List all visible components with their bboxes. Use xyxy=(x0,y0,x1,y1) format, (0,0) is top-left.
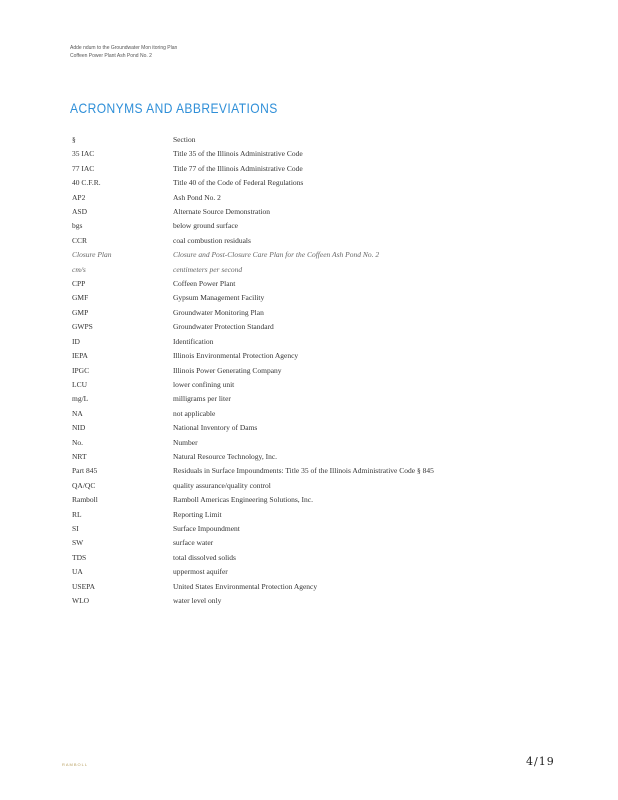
acronym-row xyxy=(72,176,542,190)
acronym-definition: United States Environmental Protection Agency xyxy=(173,581,318,591)
acronym-definition: water level only xyxy=(173,596,222,605)
acronym-definition: below ground surface xyxy=(173,221,238,231)
acronym-definition: National Inventory of Dams xyxy=(173,423,258,433)
acronym-definition: Illinois Environmental Protection Agency xyxy=(173,351,299,361)
acronym-abbr: WLO xyxy=(72,596,90,605)
acronym-abbr: ASD xyxy=(72,207,88,217)
header-line-1: Adde ndum to the Groundwater Mon itoring Plan xyxy=(70,45,178,51)
acronym-definition: lower confining unit xyxy=(173,379,235,389)
acronym-definition: Groundwater Protection Standard xyxy=(173,322,274,332)
acronym-abbr: CCR xyxy=(72,235,88,245)
acronym-definition: Coffeen Power Plant xyxy=(173,279,236,289)
acronym-abbr: 40 C.F.R. xyxy=(72,178,101,188)
acronym-abbr: SW xyxy=(72,538,84,548)
acronym-row xyxy=(72,191,542,205)
acronym-abbr: IPGC xyxy=(72,365,90,375)
acronym-abbr: RL xyxy=(72,509,82,519)
acronym-row xyxy=(72,263,542,277)
acronym-abbr: CPP xyxy=(72,279,86,289)
acronym-row xyxy=(72,464,542,478)
acronym-abbr: Closure Plan xyxy=(72,250,112,260)
acronym-definition: centimeters per second xyxy=(173,264,243,274)
acronym-definition: surface water xyxy=(173,538,214,548)
acronym-abbr: Part 845 xyxy=(72,466,98,476)
acronym-abbr: Ramboll xyxy=(72,495,98,505)
acronym-row xyxy=(72,594,542,608)
acronym-abbr: mg/L xyxy=(72,394,89,404)
running-header xyxy=(70,44,177,60)
acronym-row xyxy=(72,205,542,219)
acronym-row xyxy=(72,291,542,305)
acronym-abbr: USEPA xyxy=(72,581,96,591)
acronym-abbr: ID xyxy=(72,336,80,346)
acronym-abbr: NA xyxy=(72,408,83,418)
acronym-table xyxy=(72,133,542,608)
acronym-abbr: § xyxy=(72,135,76,144)
acronym-row xyxy=(72,306,542,320)
acronym-abbr: TDS xyxy=(72,552,87,562)
acronym-definition: Ash Pond No. 2 xyxy=(173,192,221,202)
acronym-abbr: GMF xyxy=(72,293,89,303)
acronym-row xyxy=(72,392,542,406)
acronym-row xyxy=(72,349,542,363)
acronym-abbr: LCU xyxy=(72,379,87,389)
acronym-row xyxy=(72,565,542,579)
page-number: 4/19 xyxy=(526,755,555,768)
acronym-definition: Gypsum Management Facility xyxy=(173,293,265,303)
acronym-abbr: 35 IAC xyxy=(72,149,95,159)
acronym-row xyxy=(72,234,542,248)
acronym-row xyxy=(72,450,542,464)
acronym-row xyxy=(72,147,542,161)
acronym-definition: Identification xyxy=(173,336,214,346)
acronym-row xyxy=(72,219,542,233)
acronym-row xyxy=(72,493,542,507)
acronym-abbr: SI xyxy=(72,523,79,533)
acronym-abbr: NRT xyxy=(72,451,87,461)
acronym-definition: milligrams per liter xyxy=(173,394,231,404)
acronym-abbr: GWPS xyxy=(72,322,93,332)
acronym-abbr: GMP xyxy=(72,307,89,317)
acronym-definition: Title 77 of the Illinois Administrative Code xyxy=(173,163,303,173)
acronym-definition: Section xyxy=(173,135,196,144)
header-line-2: Coffeen Power Plant Ash Pond No. 2 xyxy=(70,53,152,59)
acronym-row xyxy=(72,335,542,349)
acronym-definition: coal combustion residuals xyxy=(173,235,251,245)
acronym-definition: Title 35 of the Illinois Administrative Code xyxy=(173,149,303,159)
acronym-row xyxy=(72,133,542,147)
acronym-row xyxy=(72,508,542,522)
acronym-row xyxy=(72,364,542,378)
acronym-row xyxy=(72,479,542,493)
footer-logo-text: RAMBOLL xyxy=(62,762,89,767)
acronym-definition: Number xyxy=(173,437,198,447)
acronym-row xyxy=(72,407,542,421)
acronym-definition: Groundwater Monitoring Plan xyxy=(173,307,264,317)
acronym-abbr: cm/s xyxy=(72,264,86,274)
acronym-abbr: bgs xyxy=(72,221,83,231)
acronym-definition: total dissolved solids xyxy=(173,552,236,562)
acronym-row xyxy=(72,551,542,565)
acronym-definition: Ramboll Americas Engineering Solutions, Inc. xyxy=(173,495,313,505)
acronym-definition: not applicable xyxy=(173,408,216,418)
acronym-abbr: IEPA xyxy=(72,351,88,361)
acronym-row xyxy=(72,248,542,262)
acronym-abbr: AP2 xyxy=(72,192,86,202)
acronym-abbr: NID xyxy=(72,423,86,433)
acronym-row xyxy=(72,320,542,334)
acronym-row xyxy=(72,522,542,536)
acronym-row xyxy=(72,580,542,594)
acronym-definition: Title 40 of the Code of Federal Regulations xyxy=(173,178,304,188)
acronym-definition: Residuals in Surface Impoundments: Title 35 of the Illinois Administrative Code § 845 xyxy=(173,466,434,476)
acronym-row xyxy=(72,277,542,291)
acronym-abbr: UA xyxy=(72,567,83,577)
acronym-row xyxy=(72,436,542,450)
acronym-definition: Surface Impoundment xyxy=(173,523,240,533)
acronym-abbr: 77 IAC xyxy=(72,163,95,173)
acronym-definition: Alternate Source Demonstration xyxy=(173,207,271,217)
acronym-definition: uppermost aquifer xyxy=(173,567,228,577)
acronym-definition: Closure and Post-Closure Care Plan for the Coffeen Ash Pond No. 2 xyxy=(173,250,380,260)
acronym-row xyxy=(72,378,542,392)
acronym-row xyxy=(72,536,542,550)
acronym-definition: Illinois Power Generating Company xyxy=(173,365,282,375)
acronym-abbr: No. xyxy=(72,437,84,447)
page-title: ACRONYMS AND ABBREVIATIONS xyxy=(70,100,278,116)
acronym-definition: Reporting Limit xyxy=(173,509,222,519)
acronym-abbr: QA/QC xyxy=(72,480,96,490)
acronym-definition: quality assurance/quality control xyxy=(173,480,271,490)
acronym-row xyxy=(72,162,542,176)
acronym-row xyxy=(72,421,542,435)
acronym-definition: Natural Resource Technology, Inc. xyxy=(173,451,278,461)
